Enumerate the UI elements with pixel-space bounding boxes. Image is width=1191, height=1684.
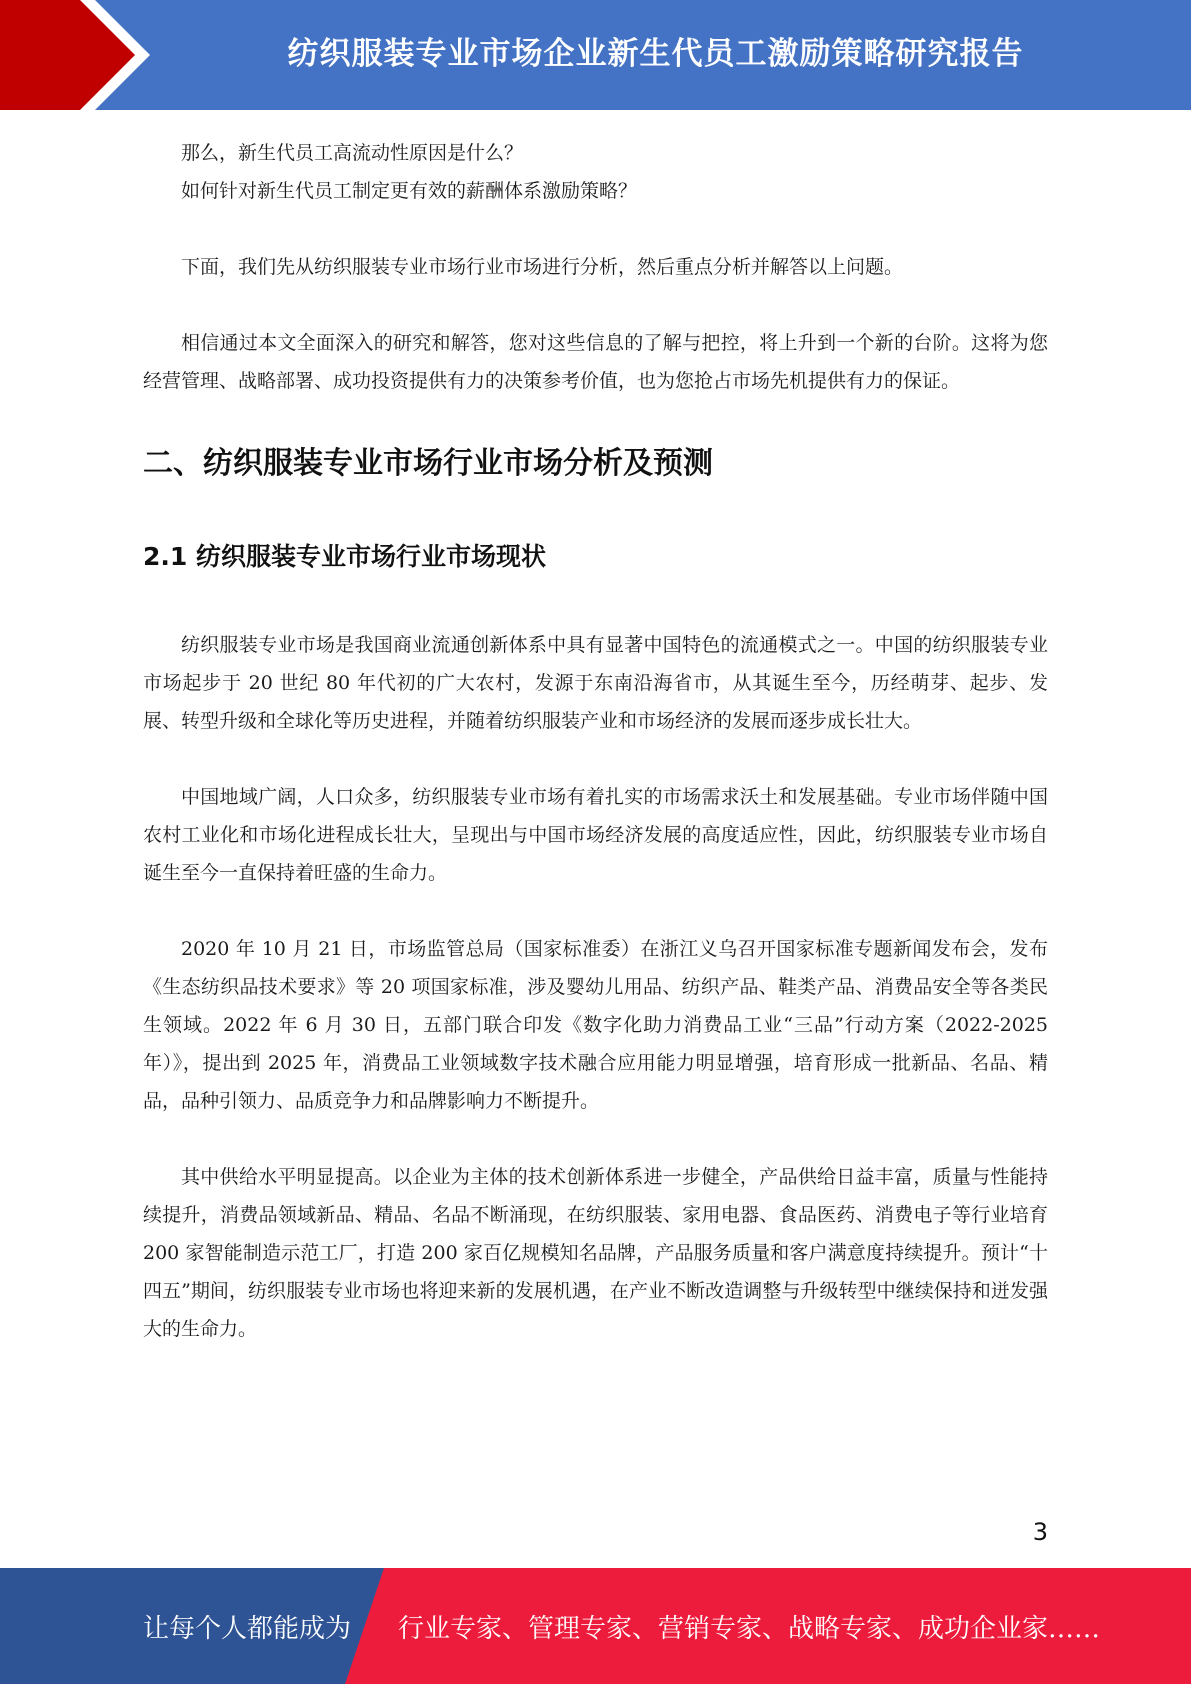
document-body bbox=[143, 134, 1048, 1348]
header-arrow-decoration bbox=[0, 0, 160, 110]
intro-line-2: 如何针对新生代员工制定更有效的薪酬体系激励策略？ bbox=[181, 180, 638, 202]
intro-paragraph-2: 相信通过本文全面深入的研究和解答，您对这些信息的了解与把控，将上升到一个新的台阶。这将为您经营管理、战略部署、成功投资提供有力的决策参考价值，也为您抢占市场先机提供有力的保证。 bbox=[143, 332, 1048, 392]
page-number: 3 bbox=[1032, 1518, 1048, 1546]
footer-slogan-left: 让每个人都能成为 bbox=[143, 1613, 352, 1644]
body-paragraph-4: 其中供给水平明显提高。以企业为主体的技术创新体系进一步健全，产品供给日益丰富，质量与性能持续提升，消费品领域新品、精品、名品不断涌现，在纺织服装、家用电器、食品医药、消费电子等行业培育 200 家智能制造示范工厂，打造 200 家百亿规模知名品牌，产品服务质量和客户满意度持续提升。预计“十四五”期间，纺织服装专业市场也将迎来新的发展机遇，在产业不断改造调整与升级转型中继续保持和迸发强大的生命力。 bbox=[143, 1166, 1048, 1340]
intro-line-1: 那么，新生代员工高流动性原因是什么？ bbox=[181, 142, 524, 164]
report-title: 纺织服装专业市场企业新生代员工激励策略研究报告 bbox=[287, 35, 1024, 72]
body-paragraph-3: 2020 年 10 月 21 日，市场监管总局（国家标准委）在浙江义乌召开国家标准专题新闻发布会，发布《生态纺织品技术要求》等 20 项国家标准，涉及婴幼儿用品、纺织产品、鞋类产品、消费品安全等各类民生领域。2022 年 6 月 30 日，五部门联合印发《数字化助力消费品工业“三品”行动方案（2022-2025 年）》，提出到 2025 年，消费品工业领域数字技术融合应用能力明显增强，培育形成一批新品、名品、精品，品种引领力、品质竞争力和品牌影响力不断提升。 bbox=[143, 938, 1048, 1112]
subsection-heading: 2.1 纺织服装专业市场行业市场现状 bbox=[143, 542, 546, 571]
body-paragraph-1: 纺织服装专业市场是我国商业流通创新体系中具有显著中国特色的流通模式之一。中国的纺织服装专业市场起步于 20 世纪 80 年代初的广大农村，发源于东南沿海省市，从其诞生至今，历经萌芽、起步、发展、转型升级和全球化等历史进程，并随着纺织服装产业和市场经济的发展而逐步成长壮大。 bbox=[143, 634, 1048, 732]
footer-slogan-right: 行业专家、管理专家、营销专家、战略专家、成功企业家…… bbox=[398, 1613, 1101, 1644]
page-footer bbox=[0, 1568, 1191, 1684]
intro-paragraph-1: 下面，我们先从纺织服装专业市场行业市场进行分析，然后重点分析并解答以上问题。 bbox=[181, 256, 904, 278]
body-paragraph-2: 中国地域广阔，人口众多，纺织服装专业市场有着扎实的市场需求沃土和发展基础。专业市场伴随中国农村工业化和市场化进程成长壮大，呈现出与中国市场经济发展的高度适应性，因此，纺织服装专业市场自诞生至今一直保持着旺盛的生命力。 bbox=[143, 786, 1048, 884]
section-heading: 二、纺织服装专业市场行业市场分析及预测 bbox=[143, 446, 713, 481]
page-header bbox=[0, 0, 1191, 110]
